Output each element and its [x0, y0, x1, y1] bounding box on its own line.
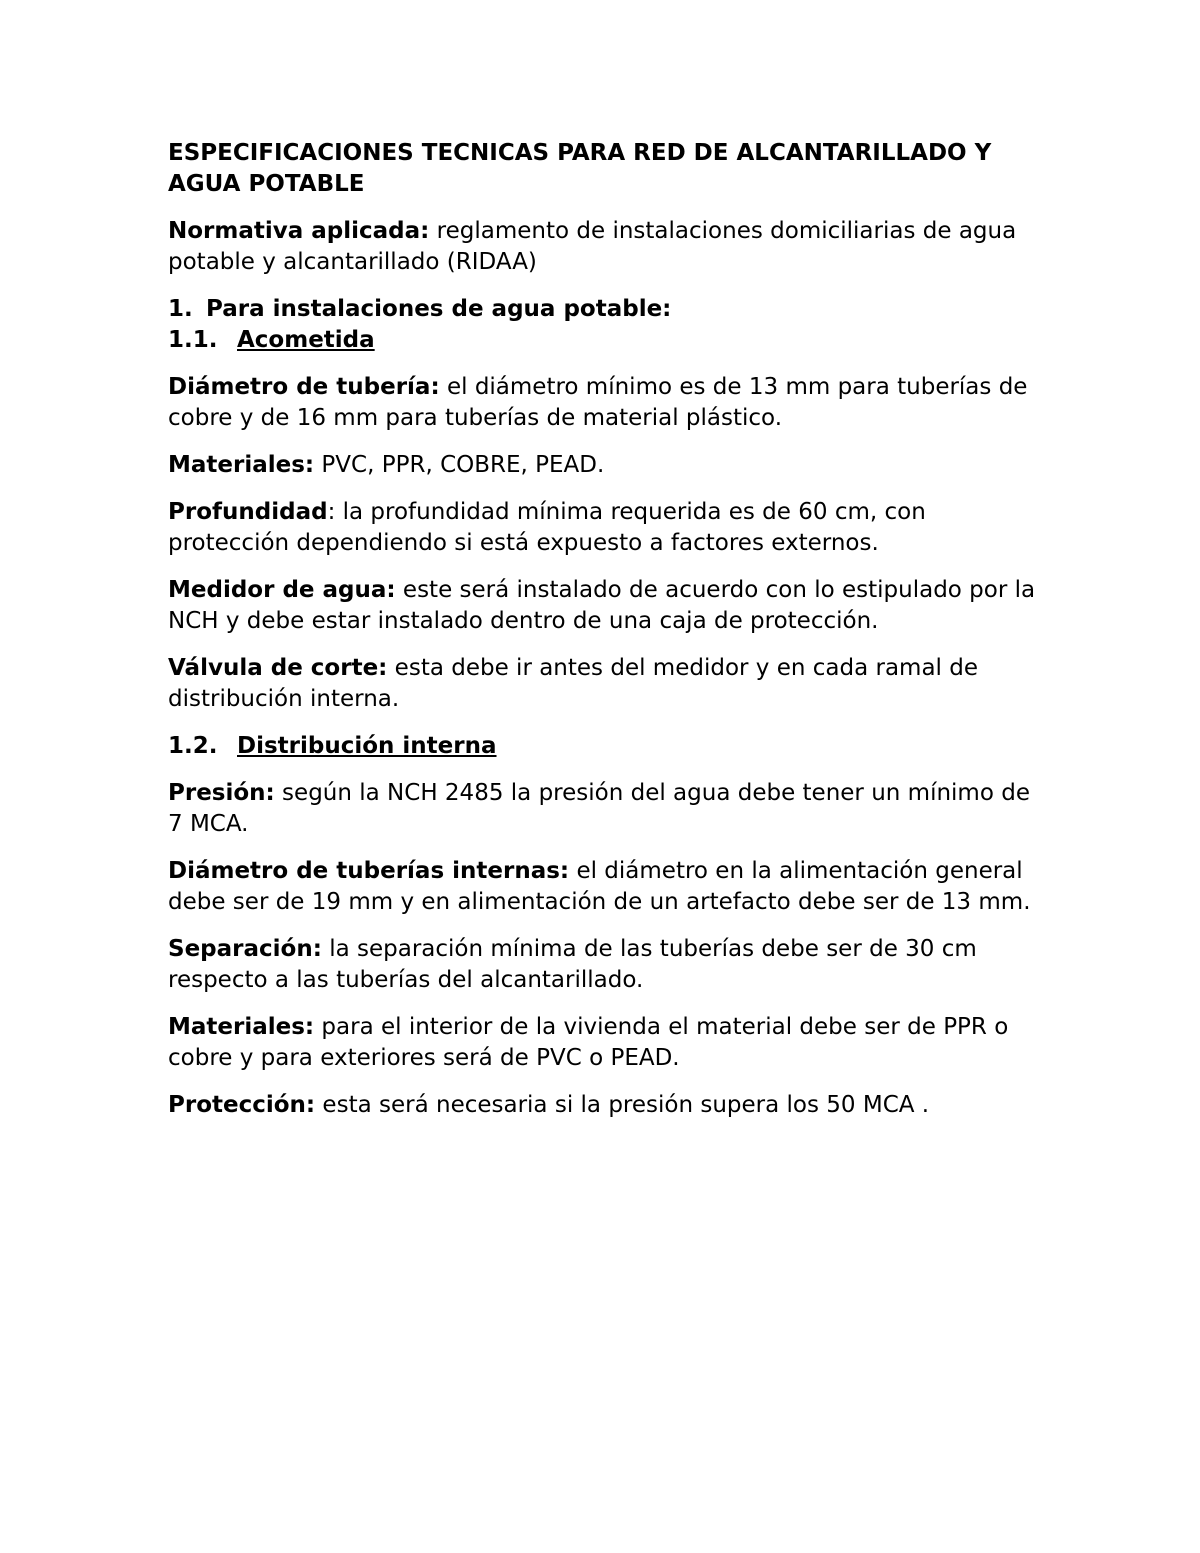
- item-label: Profundidad: [168, 499, 328, 525]
- item-label: Diámetro de tubería:: [168, 374, 440, 400]
- item-text: este será instalado de acuerdo con lo estipulado por la NCH y debe estar instalado dentro de una caja de protección.: [168, 577, 1036, 634]
- item-text: para el interior de la vivienda el material debe ser de PPR o cobre y para exteriores será de PVC o PEAD.: [168, 1014, 1009, 1071]
- item-text: el diámetro en la alimentación general debe ser de 19 mm y en alimentación de un artefacto debe ser de 13 mm.: [168, 858, 1031, 915]
- acometida-profundidad-paragraph: [168, 497, 1048, 559]
- section-1-2-title: Distribución interna: [237, 733, 497, 759]
- normativa-text: reglamento de instalaciones domiciliarias de agua potable y alcantarillado (RIDAA): [168, 218, 1017, 275]
- item-label: Materiales:: [168, 1014, 315, 1040]
- item-text: esta será necesaria si la presión supera los 50 MCA .: [315, 1092, 930, 1118]
- distribucion-separacion-paragraph: [168, 934, 1048, 996]
- normativa-paragraph: [168, 216, 1048, 278]
- item-text: la separación mínima de las tuberías debe ser de 30 cm respecto a las tuberías del alcantarillado.: [168, 936, 977, 993]
- distribucion-materiales-paragraph: [168, 1012, 1048, 1074]
- item-label: Medidor de agua:: [168, 577, 396, 603]
- item-label: Diámetro de tuberías internas:: [168, 858, 570, 884]
- section-1-1-number: 1.1.: [168, 327, 218, 353]
- document-page: [168, 138, 1048, 1137]
- item-label: Separación:: [168, 936, 322, 962]
- item-label: Presión:: [168, 780, 275, 806]
- section-1-2-number: 1.2.: [168, 733, 218, 759]
- acometida-materiales-paragraph: [168, 450, 1048, 481]
- acometida-valvula-paragraph: [168, 653, 1048, 715]
- acometida-medidor-paragraph: [168, 575, 1048, 637]
- item-text: esta debe ir antes del medidor y en cada ramal de distribución interna.: [168, 655, 978, 712]
- section-1-1-heading: [168, 325, 1048, 356]
- section-1-1-title: Acometida: [237, 327, 375, 353]
- item-label: Válvula de corte:: [168, 655, 388, 681]
- item-text: el diámetro mínimo es de 13 mm para tuberías de cobre y de 16 mm para tuberías de material plástico.: [168, 374, 1028, 431]
- distribucion-presion-paragraph: [168, 778, 1048, 840]
- distribucion-diametro-paragraph: [168, 856, 1048, 918]
- item-text: PVC, PPR, COBRE, PEAD.: [314, 452, 605, 478]
- section-1-2-heading: [168, 731, 1048, 762]
- document-title: ESPECIFICACIONES TECNICAS PARA RED DE ALCANTARILLADO Y AGUA POTABLE: [168, 140, 992, 197]
- distribucion-proteccion-paragraph: [168, 1090, 1048, 1121]
- normativa-label: Normativa aplicada:: [168, 218, 430, 244]
- section-1-heading: [168, 294, 1048, 325]
- item-text: : la profundidad mínima requerida es de 60 cm, con protección dependiendo si está expuesto a factores externos.: [168, 499, 926, 556]
- section-1-number: 1.: [168, 296, 193, 322]
- acometida-diametro-paragraph: [168, 372, 1048, 434]
- item-label: Protección:: [168, 1092, 316, 1118]
- item-text: según la NCH 2485 la presión del agua debe tener un mínimo de 7 MCA.: [168, 780, 1030, 837]
- item-label: Materiales:: [168, 452, 315, 478]
- section-1-title: Para instalaciones de agua potable:: [206, 296, 672, 322]
